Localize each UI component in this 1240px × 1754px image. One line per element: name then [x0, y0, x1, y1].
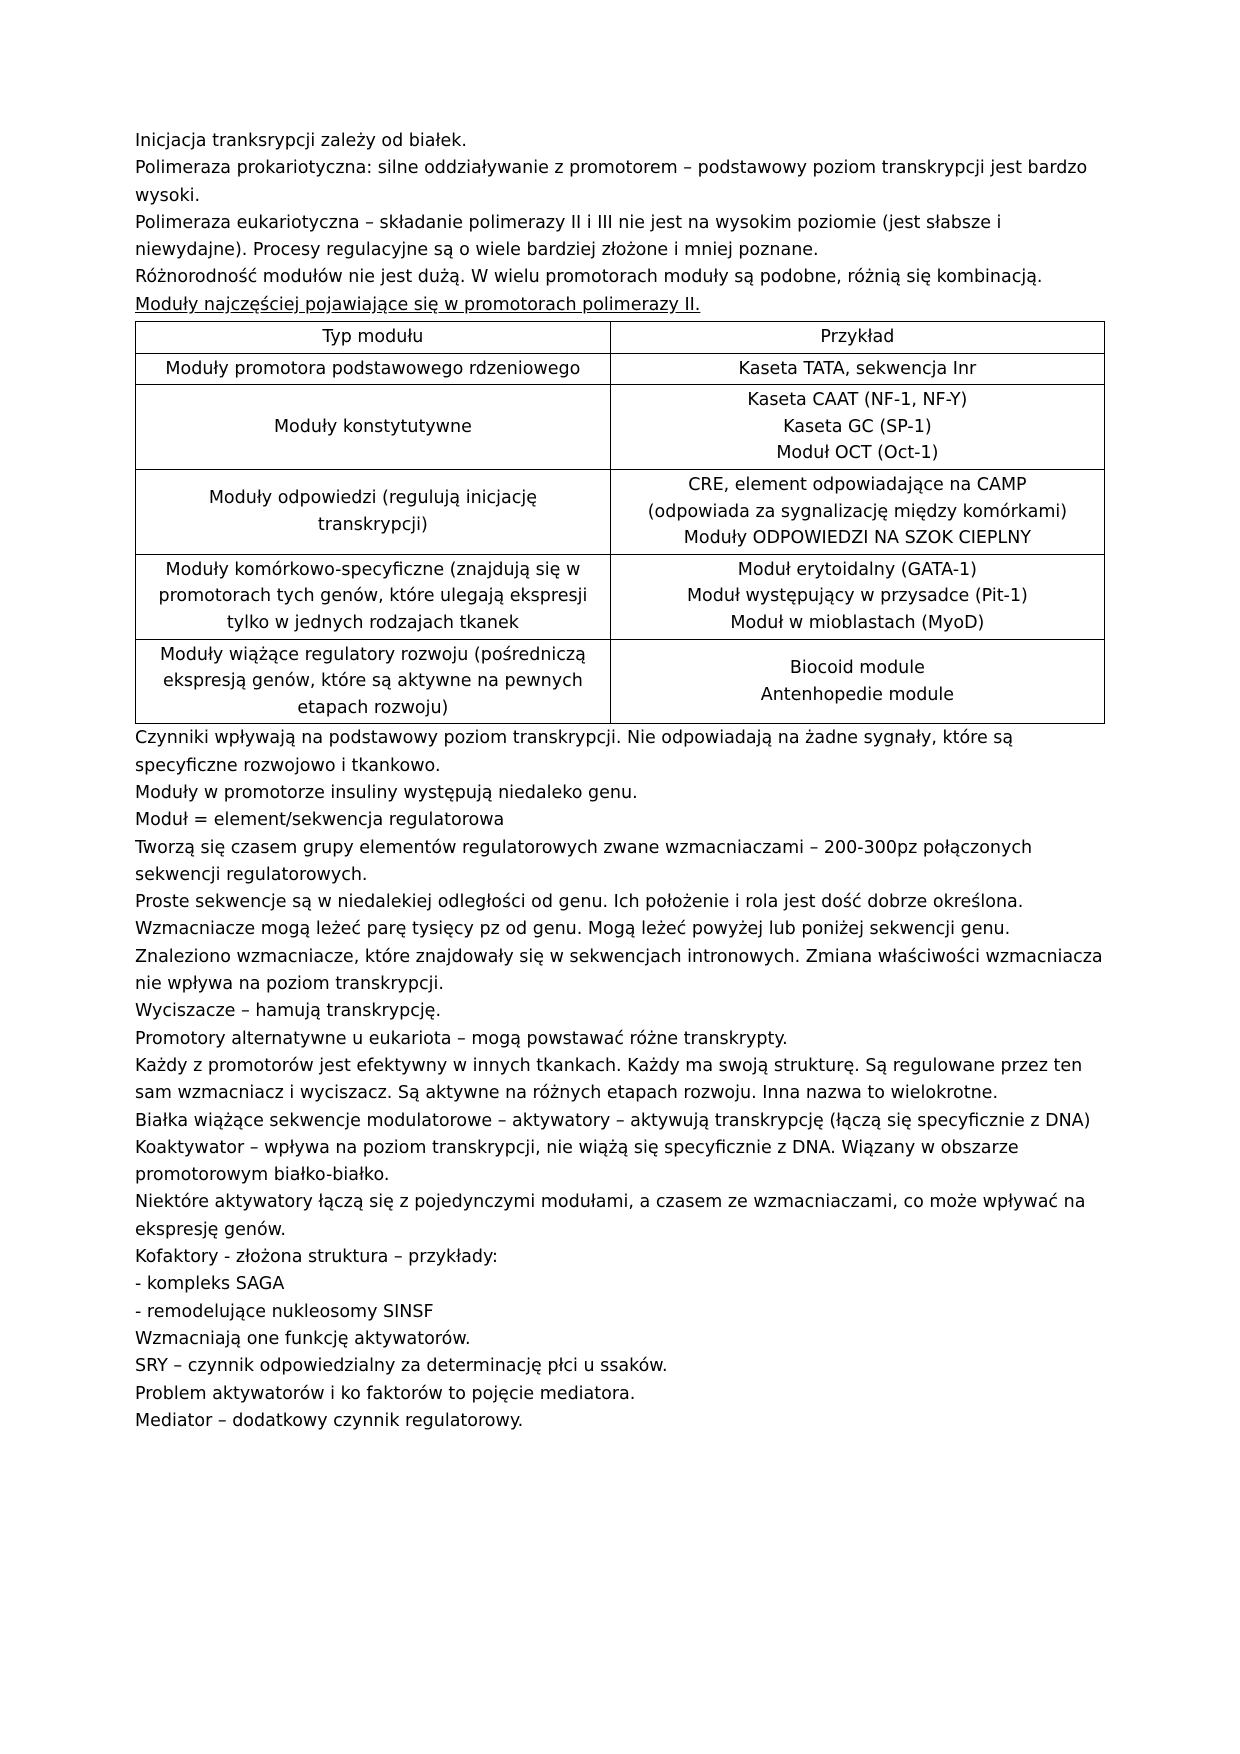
paragraph: Niektóre aktywatory łączą się z pojedynczymi modułami, a czasem ze wzmacniaczami, co może wpływać na ekspresję genów.: [135, 1192, 1086, 1240]
list-item: - kompleks SAGA: [135, 1274, 285, 1295]
paragraph: Tworzą się czasem grupy elementów regulatorowych zwane wzmacniaczami – 200-300pz połączonych sekwencji regulatorowych.: [135, 837, 1033, 885]
list-item: - remodelujące nukleosomy SINSF: [135, 1301, 434, 1322]
document-body: [135, 128, 1105, 1435]
paragraph: Inicjacja tranksrypcji zależy od białek.: [135, 131, 467, 151]
cell-line: (odpowiada za sygnalizację między komórkami): [647, 501, 1068, 522]
cell-module-type: [136, 353, 611, 385]
paragraph: Polimeraza prokariotyczna: silne oddziaływanie z promotorem – podstawowy poziom transkrypcji jest bardzo wysoki.: [135, 158, 1088, 206]
table-row: [136, 639, 1105, 724]
paragraph: Moduł = element/sekwencja regulatorowa: [135, 810, 505, 831]
modules-table: [135, 321, 1105, 724]
paragraph: Moduły w promotorze insuliny występują niedaleko genu.: [135, 782, 638, 803]
paragraph: Koaktywator – wpływa na poziom transkrypcji, nie wiążą się specyficznie z DNA. Wiązany w obszarze promotorowym białko-białko.: [135, 1137, 1019, 1186]
cell-line: Kaseta GC (SP-1): [783, 416, 932, 437]
cell-line: Moduły promotora podstawowego rdzeniowego: [165, 358, 581, 379]
table-caption: Moduły najczęściej pojawiające się w promotorach polimerazy II.: [135, 294, 701, 315]
cell-module-example: [610, 470, 1104, 555]
paragraph: Polimeraza eukariotyczna – składanie polimerazy II i III nie jest na wysokim poziomie (jest słabsze i niewydajne). Procesy regulacyjne są o wiele bardziej złożone i mniej poznane.: [135, 212, 1002, 261]
cell-module-type: [136, 554, 611, 639]
cell-module-type: [136, 385, 611, 470]
cell-module-example: [610, 554, 1104, 639]
paragraph: Znaleziono wzmacniacze, które znajdowały się w sekwencjach intronowych. Zmiana właściwości wzmacniacza nie wpływa na poziom transkrypcji.: [135, 946, 1103, 995]
paragraph: Wyciszacze – hamują transkrypcję.: [135, 1001, 442, 1022]
cell-module-type: [136, 639, 611, 724]
cell-line: Moduł w mioblastach (MyoD): [730, 613, 985, 634]
cell-line: Antenhopedie module: [760, 684, 955, 705]
cell-line: Kaseta TATA, sekwencja Inr: [738, 358, 977, 379]
table-header-row: [136, 322, 1105, 354]
column-header-type: Typ modułu: [136, 322, 611, 354]
cell-module-example: [610, 385, 1104, 470]
paragraph: Czynniki wpływają na podstawowy poziom transkrypcji. Nie odpowiadają na żadne sygnały, które są specyficzne rozwojowo i tkankowo.: [135, 728, 1014, 776]
cell-line: transkrypcji): [317, 514, 428, 535]
cell-line: Moduły wiążące regulatory rozwoju (pośredniczą: [159, 644, 586, 665]
cell-line: etapach rozwoju): [297, 697, 449, 718]
paragraph: Kofaktory - złożona struktura – przykłady:: [135, 1247, 498, 1268]
cell-line: Moduły ODPOWIEDZI NA SZOK CIEPLNY: [683, 528, 1032, 549]
cell-line: Moduły komórkowo-specyficzne (znajdują się w: [165, 559, 581, 580]
paragraph: Białka wiążące sekwencje modulatorowe – aktywatory – aktywują transkrypcję (łączą się specyficznie z DNA): [135, 1110, 1091, 1131]
table-row: [136, 470, 1105, 555]
cell-line: promotorach tych genów, które ulegają ekspresji: [158, 586, 588, 607]
cell-module-example: [610, 639, 1104, 724]
table-row: [136, 385, 1105, 470]
paragraph: Promotory alternatywne u eukariota – mogą powstawać różne transkrypty.: [135, 1028, 788, 1049]
paragraph: Różnorodność modułów nie jest dużą. W wielu promotorach moduły są podobne, różnią się kombinacją.: [135, 267, 1043, 288]
cell-line: CRE, element odpowiadające na CAMP: [688, 475, 1027, 496]
cell-line: ekspresją genów, które są aktywne na pewnych: [162, 671, 583, 692]
paragraph: Problem aktywatorów i ko faktorów to pojęcie mediatora.: [135, 1383, 636, 1404]
cell-line: Biocoid module: [789, 657, 925, 678]
cell-line: Moduły konstytutywne: [273, 416, 472, 437]
column-header-example: Przykład: [610, 322, 1104, 354]
cell-line: Moduł erytoidalny (GATA-1): [737, 559, 977, 580]
paragraph: Wzmacniacze mogą leżeć parę tysięcy pz od genu. Mogą leżeć powyżej lub poniżej sekwencji genu.: [135, 919, 1011, 940]
paragraph: SRY – czynnik odpowiedzialny za determinację płci u ssaków.: [135, 1356, 668, 1377]
cell-line: Moduł występujący w przysadce (Pit-1): [686, 586, 1028, 607]
table-row: [136, 353, 1105, 385]
paragraph: Mediator – dodatkowy czynnik regulatorowy.: [135, 1410, 524, 1431]
paragraph: Wzmacniają one funkcję aktywatorów.: [135, 1328, 471, 1349]
cell-line: Kaseta CAAT (NF-1, NF-Y): [747, 390, 968, 411]
paragraph: Proste sekwencje są w niedalekiej odległości od genu. Ich położenie i rola jest dość dobrze określona.: [135, 892, 1024, 913]
cell-line: Moduły odpowiedzi (regulują inicjację: [208, 488, 537, 509]
cell-line: Moduł OCT (Oct-1): [776, 443, 939, 464]
cell-line: tylko w jednych rodzajach tkanek: [226, 613, 519, 634]
paragraph: Każdy z promotorów jest efektywny w innych tkankach. Każdy ma swoją strukturę. Są regulowane przez ten sam wzmacniacz i wyciszacz. Są aktywne na różnych etapach rozwoju. Inna nazwa to wielokrotne.: [135, 1055, 1083, 1104]
table-row: [136, 554, 1105, 639]
cell-module-example: [610, 353, 1104, 385]
cell-module-type: [136, 470, 611, 555]
